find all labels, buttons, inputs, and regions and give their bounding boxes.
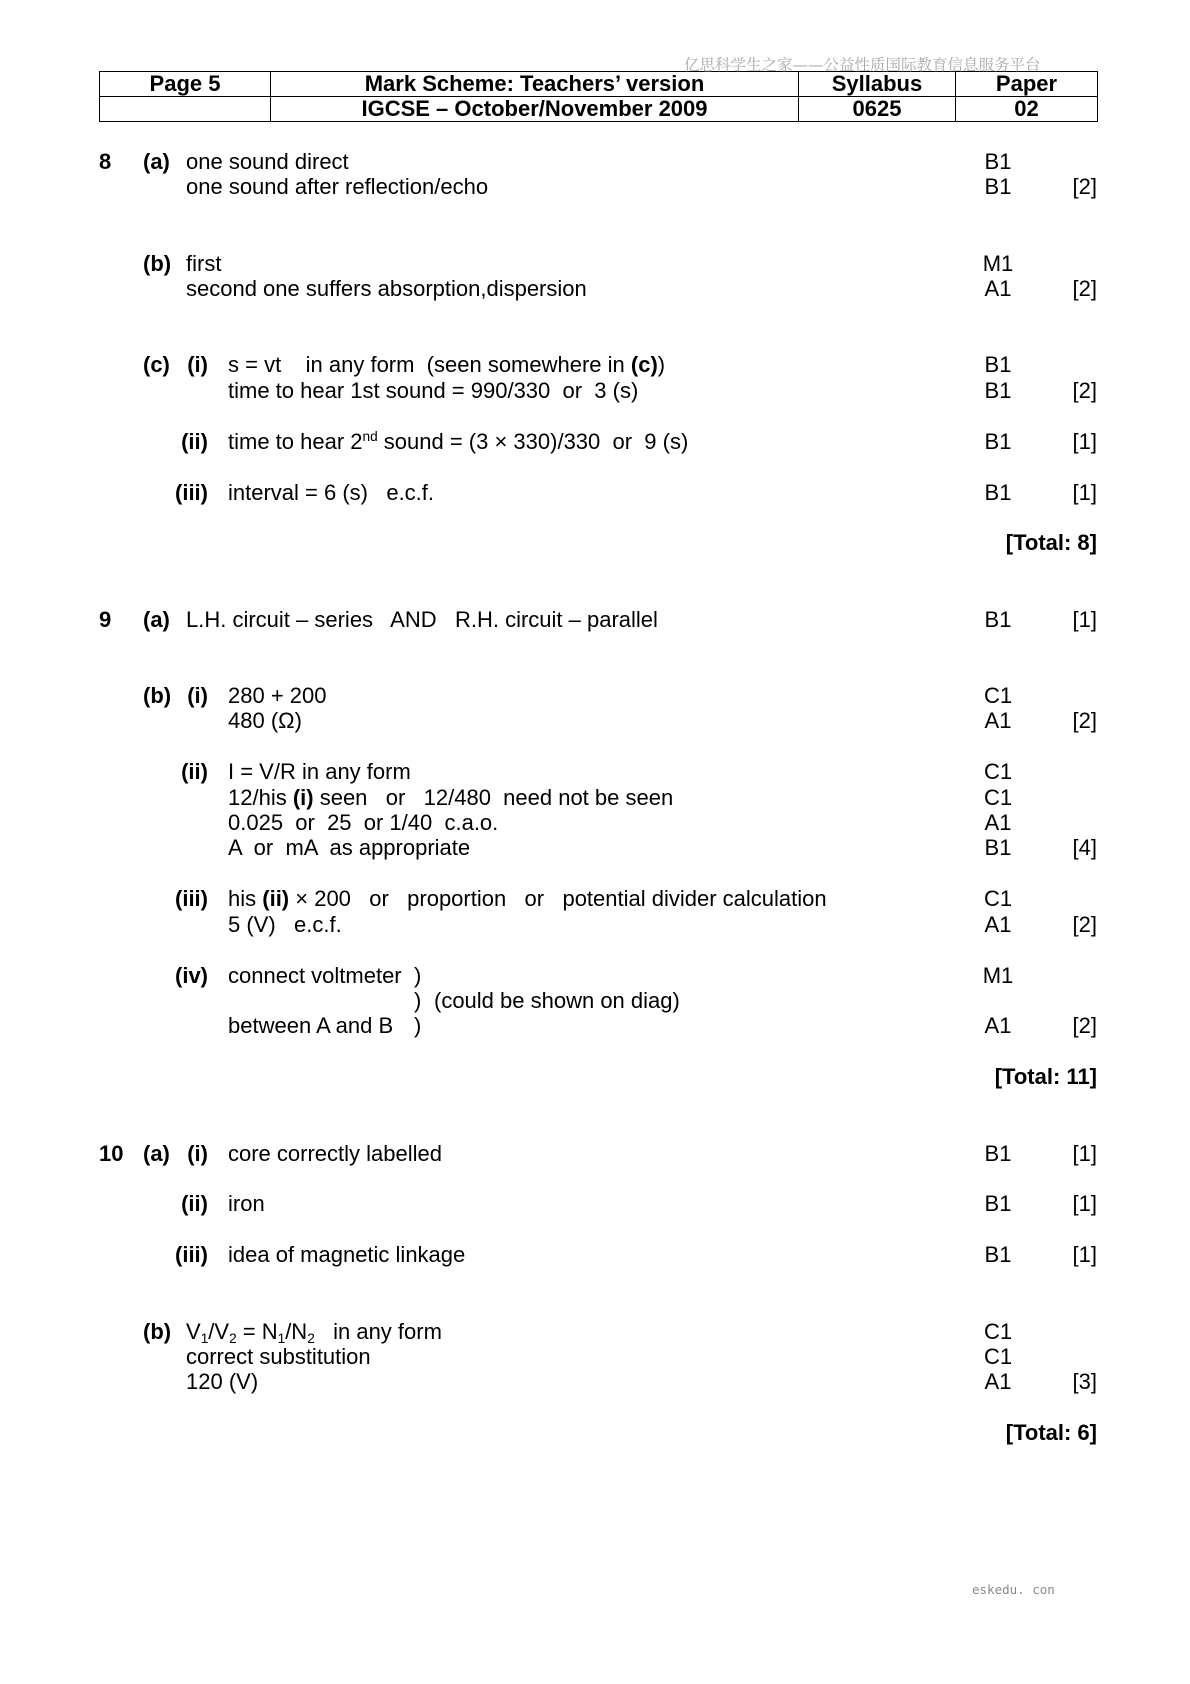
mark-code: A1 — [984, 708, 1012, 734]
text-segment: 5 (V) e.c.f. — [228, 911, 342, 937]
text-segment: 0.025 or 25 or 1/40 c.a.o. — [228, 810, 499, 836]
answer-text — [228, 1141, 442, 1166]
part-label: (b) — [143, 682, 172, 708]
mark-code: A1 — [984, 1369, 1012, 1395]
mark-line — [0, 174, 1190, 199]
mark-code: B1 — [984, 1140, 1012, 1166]
subscript: 2 — [229, 1330, 237, 1346]
answer-text — [186, 251, 221, 276]
subpart-label: (iii) — [175, 886, 208, 912]
bracket: ) — [414, 1013, 422, 1039]
mark-value: [2] — [1072, 377, 1097, 403]
mark-code: C1 — [983, 886, 1013, 912]
answer-text — [186, 174, 488, 199]
part-label: (a) — [143, 606, 170, 632]
header-row — [100, 72, 1098, 97]
mark-line — [0, 708, 1190, 733]
mark-value: [1] — [1072, 428, 1097, 454]
mark-line — [0, 378, 1190, 403]
mark-code: B1 — [984, 174, 1012, 200]
syllabus-code: 0625 — [799, 97, 956, 122]
header-blank-cell — [100, 97, 271, 122]
answer-text — [228, 886, 827, 911]
part-label: (a) — [143, 1140, 170, 1166]
mark-code: M1 — [982, 962, 1014, 988]
text-segment: core correctly labelled — [228, 1140, 442, 1166]
answer-text — [228, 429, 688, 457]
mark-code: A1 — [984, 810, 1012, 836]
paper-label: Paper — [956, 72, 1098, 97]
mark-value: [2] — [1072, 708, 1097, 734]
subpart-label: (iii) — [175, 479, 208, 505]
text-segment: time to hear 2 — [228, 428, 363, 454]
answer-text — [228, 835, 470, 860]
mark-code: B1 — [984, 1242, 1012, 1268]
mark-line — [0, 1141, 1190, 1166]
mark-value: [2] — [1072, 174, 1097, 200]
bracket-note: (could be shown on diag) — [434, 987, 680, 1013]
answer-text — [228, 683, 326, 708]
mark-code: B1 — [984, 835, 1012, 861]
footer-source-text: eskedu. con — [972, 1582, 1055, 1597]
question-number: 10 — [99, 1140, 124, 1166]
text-segment: second one suffers absorption,dispersion — [186, 276, 587, 302]
part-label: (c) — [143, 352, 170, 378]
mark-line — [0, 1242, 1190, 1267]
mark-line — [0, 1369, 1190, 1394]
mark-value: [2] — [1072, 276, 1097, 302]
answer-text — [228, 963, 402, 988]
total-line — [0, 1064, 1190, 1089]
question-total: [Total: 11] — [994, 1064, 1097, 1090]
answer-text — [228, 912, 342, 937]
text-segment: his — [228, 886, 263, 912]
mark-line — [0, 1191, 1190, 1216]
bracket: ) — [414, 987, 422, 1013]
text-segment: I = V/R in any form — [228, 759, 411, 785]
mark-value: [4] — [1072, 835, 1097, 861]
answer-text — [186, 149, 349, 174]
subscript: 1 — [277, 1330, 286, 1346]
mark-line — [0, 480, 1190, 505]
answer-text — [186, 607, 658, 632]
mark-value: [1] — [1072, 1140, 1097, 1166]
text-segment: = N — [236, 1318, 278, 1344]
text-segment: 12/his — [228, 784, 293, 810]
text-segment: idea of magnetic linkage — [228, 1242, 466, 1268]
subpart-label: (i) — [187, 682, 208, 708]
mark-line — [0, 251, 1190, 276]
text-segment: one sound direct — [186, 149, 349, 174]
text-segment: s = vt in any form (seen somewhere in — [228, 352, 631, 378]
header-table — [99, 71, 1098, 122]
subpart-label: (iv) — [175, 962, 208, 988]
exam-session: IGCSE – October/November 2009 — [271, 97, 799, 122]
answer-text — [228, 810, 498, 835]
text-segment: sound = (3 × 330)/330 or 9 (s) — [377, 428, 689, 454]
mark-line — [0, 810, 1190, 835]
mark-code: B1 — [984, 479, 1012, 505]
text-segment: first — [186, 250, 222, 276]
page-number: Page 5 — [100, 72, 271, 97]
subpart-label: (i) — [187, 1140, 208, 1166]
mark-value: [1] — [1072, 479, 1097, 505]
subpart-label: (iii) — [175, 1242, 208, 1268]
answer-text — [186, 1319, 442, 1347]
text-segment: 480 (Ω) — [228, 708, 302, 734]
answer-text — [228, 378, 638, 403]
answer-text — [186, 1369, 258, 1394]
mark-code: C1 — [983, 759, 1013, 785]
text-segment: /V — [208, 1318, 230, 1344]
subpart-label: (ii) — [181, 1191, 208, 1217]
mark-code: C1 — [983, 784, 1013, 810]
answer-text — [228, 1242, 465, 1267]
mark-code: B1 — [984, 149, 1012, 174]
total-line — [0, 1420, 1190, 1445]
subpart-label: (i) — [187, 352, 208, 378]
text-segment: V — [186, 1318, 201, 1344]
text-segment: 280 + 200 — [228, 682, 327, 708]
superscript: nd — [362, 428, 378, 444]
mark-value: [2] — [1072, 1013, 1097, 1039]
text-segment: correct substitution — [186, 1343, 371, 1369]
mark-line — [0, 835, 1190, 860]
mark-code: C1 — [983, 1318, 1013, 1344]
question-total: [Total: 8] — [1005, 530, 1097, 556]
mark-value: [1] — [1072, 1191, 1097, 1217]
mark-value: [1] — [1072, 1242, 1097, 1268]
mark-code: A1 — [984, 911, 1012, 937]
mark-line — [0, 886, 1190, 911]
mark-line — [0, 607, 1190, 632]
document-title: Mark Scheme: Teachers’ version — [271, 72, 799, 97]
text-segment: time to hear 1st sound = 990/330 or 3 (s) — [228, 377, 639, 403]
bold-reference: (i) — [292, 784, 314, 810]
answer-text — [186, 276, 587, 301]
part-label: (b) — [143, 1318, 172, 1344]
text-segment: interval = 6 (s) e.c.f. — [228, 479, 435, 505]
mark-code: B1 — [984, 428, 1012, 454]
question-number: 8 — [99, 149, 112, 174]
answer-text — [186, 1344, 371, 1369]
part-label: (b) — [143, 250, 172, 276]
text-segment: seen or 12/480 need not be seen — [313, 784, 674, 810]
mark-scheme-body — [0, 149, 1190, 1446]
mark-code: C1 — [983, 1343, 1013, 1369]
mark-code: M1 — [982, 250, 1014, 276]
mark-line — [0, 149, 1190, 174]
mark-code: A1 — [984, 1013, 1012, 1039]
mark-line — [0, 683, 1190, 708]
paper-number: 02 — [956, 97, 1098, 122]
answer-text — [228, 708, 302, 733]
mark-code: B1 — [984, 352, 1012, 378]
bold-reference: (ii) — [262, 886, 290, 912]
mark-code: B1 — [984, 377, 1012, 403]
answer-text — [228, 352, 665, 377]
text-segment: A or mA as appropriate — [228, 835, 471, 861]
question-number: 9 — [99, 606, 112, 632]
answer-text — [228, 785, 673, 810]
mark-line — [0, 963, 1190, 988]
text-segment: between A and B — [228, 1013, 394, 1039]
bracket: ) — [414, 962, 422, 988]
bold-reference: (c) — [630, 352, 658, 378]
part-label: (a) — [143, 149, 170, 174]
mark-line — [0, 1013, 1190, 1038]
mark-line — [0, 429, 1190, 454]
subpart-label: (ii) — [181, 428, 208, 454]
mark-line — [0, 1344, 1190, 1369]
mark-code: A1 — [984, 276, 1012, 302]
mark-value: [2] — [1072, 911, 1097, 937]
total-line — [0, 530, 1190, 555]
mark-value: [3] — [1072, 1369, 1097, 1395]
mark-line — [0, 352, 1190, 377]
text-segment: iron — [228, 1191, 265, 1217]
mark-code: B1 — [984, 606, 1012, 632]
mark-line — [0, 1319, 1190, 1344]
text-segment: 120 (V) — [186, 1369, 259, 1395]
text-segment: L.H. circuit – series AND R.H. circuit – parallel — [186, 606, 658, 632]
text-segment: /N — [285, 1318, 308, 1344]
mark-line — [0, 988, 1190, 1013]
subpart-label: (ii) — [181, 759, 208, 785]
answer-text — [228, 759, 411, 784]
text-segment: connect voltmeter — [228, 962, 402, 988]
mark-code: C1 — [983, 682, 1013, 708]
mark-code: B1 — [984, 1191, 1012, 1217]
mark-line — [0, 912, 1190, 937]
text-segment: ) — [657, 352, 666, 378]
answer-text — [228, 1191, 265, 1216]
syllabus-label: Syllabus — [799, 72, 956, 97]
subscript: 1 — [200, 1330, 209, 1346]
subscript: 2 — [307, 1330, 315, 1346]
mark-line — [0, 785, 1190, 810]
answer-text — [228, 480, 434, 505]
text-segment: in any form — [314, 1318, 442, 1344]
mark-line — [0, 276, 1190, 301]
watermark-text: 亿思科学生之家——公益性质国际教育信息服务平台 — [684, 56, 1041, 74]
text-segment: one sound after reflection/echo — [186, 174, 489, 200]
question-total: [Total: 6] — [1005, 1420, 1097, 1446]
answer-text — [228, 1013, 393, 1038]
header-row — [100, 97, 1098, 122]
text-segment: × 200 or proportion or potential divider calculation — [289, 886, 827, 912]
mark-line — [0, 759, 1190, 784]
mark-value: [1] — [1072, 606, 1097, 632]
